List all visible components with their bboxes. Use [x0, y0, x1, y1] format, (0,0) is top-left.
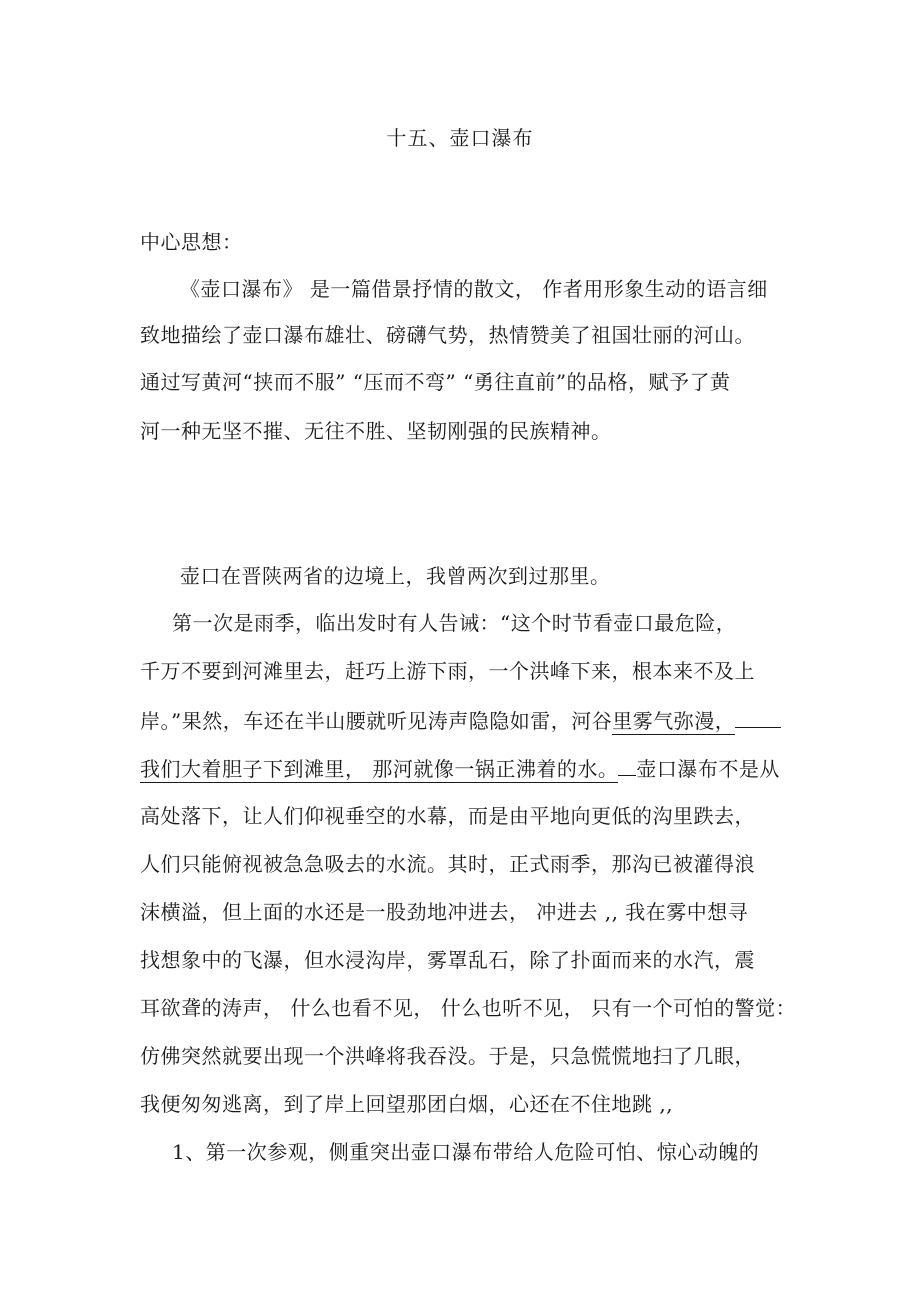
body-line-4-text: 岸。”果然，车还在半山腰就听见涛声隐隐如雷，河谷	[140, 709, 613, 733]
body-line-9: 找想象中的飞瀑，但水浸沟岸，雾罩乱石，除了扑面而来的水汽，震	[140, 948, 755, 972]
body-line-1: 壶口在晋陕两省的边境上，我曾两次到过那里。	[180, 564, 611, 588]
body-line-5-text: 壶口瀑布不是从	[636, 757, 780, 781]
summary-line-2: 致地描绘了壶口瀑布雄壮、磅礴气势，热情赞美了祖国壮丽的河山。	[140, 323, 755, 347]
summary-line-3: 通过写黄河“挟而不服” “压而不弯” “勇往直前”的品格，赋予了黄	[140, 370, 731, 394]
body-line-2: 第一次是雨季，临出发时有人告诫：“这个时节看壶口最危险，	[172, 611, 737, 635]
body-line-3: 千万不要到河滩里去，赶巧上游下雨，一个洪峰下来，根本来不及上	[140, 659, 755, 683]
underline-blank-1	[735, 708, 781, 728]
body-line-5	[140, 756, 780, 781]
body-line-12: 我便匆匆逃离，到了岸上回望那团白烟，心还在不住地跳 ,,	[140, 1092, 674, 1116]
summary-line-4: 河一种无坚不摧、无往不胜、坚韧刚强的民族精神。	[140, 419, 612, 443]
page-title: 十五、壶口瀑布	[386, 126, 534, 150]
body-line-6: 高处落下，让人们仰视垂空的水幕，而是由平地向更低的沟里跌去，	[140, 804, 755, 828]
underlined-phrase-1: 里雾气弥漫，	[612, 709, 736, 733]
body-line-7: 人们只能俯视被急急吸去的水流。其时，正式雨季，那沟已被灌得浪	[140, 852, 755, 876]
underline-blank-2	[618, 756, 636, 776]
question-1: 1、第一次参观，侧重突出壶口瀑布带给人危险可怕、惊心动魄的	[172, 1140, 760, 1164]
section-heading: 中心思想：	[140, 230, 243, 254]
underlined-phrase-2: 我们大着胆子下到滩里， 那河就像一锅正沸着的水。	[140, 757, 619, 781]
summary-line-1: 《壶口瀑布》 是一篇借景抒情的散文， 作者用形象生动的语言细	[180, 277, 768, 301]
body-line-4	[140, 708, 781, 733]
body-line-10: 耳欲聋的涛声， 什么也看不见， 什么也听不见， 只有一个可怕的警觉：	[140, 996, 797, 1020]
body-line-11: 仿佛突然就要出现一个洪峰将我吞没。于是，只急慌慌地扫了几眼，	[140, 1044, 755, 1068]
body-line-8: 沫横溢，但上面的水还是一股劲地冲进去， 冲进去 ,, 我在雾中想寻	[140, 900, 749, 924]
